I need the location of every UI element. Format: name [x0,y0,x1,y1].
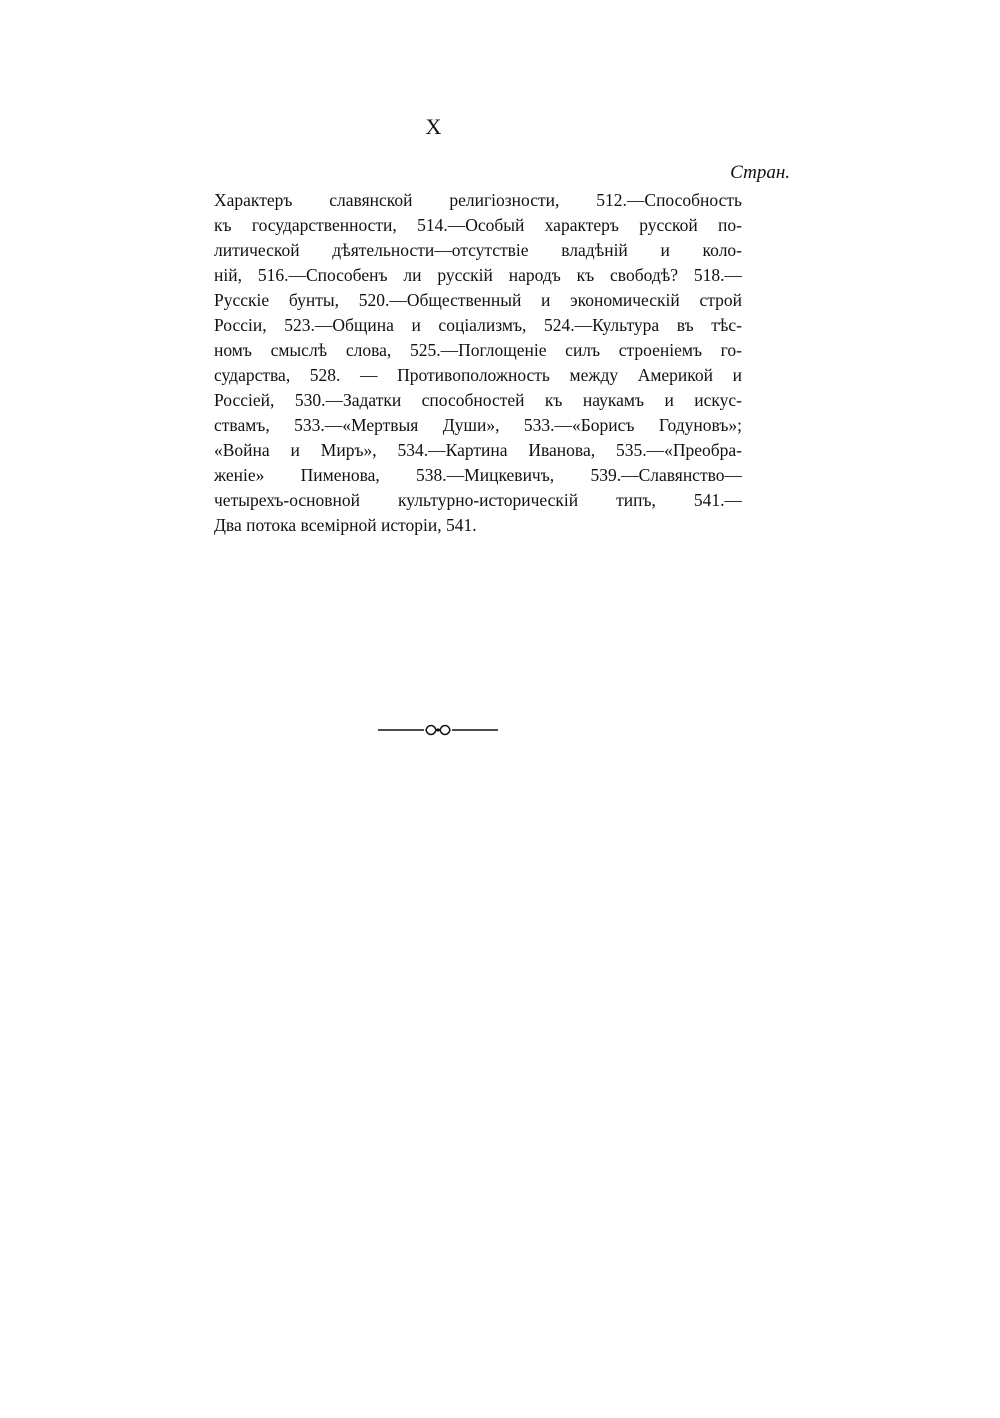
toc-line: литической дѣятельности—отсутствіе владѣній и коло- [214,240,742,260]
toc-line: номъ смыслѣ слова, 525.—Поглощеніе силъ строеніемъ го- [214,340,742,360]
toc-line: Россіи, 523.—Община и соціализмъ, 524.—Культура въ тѣс- [214,315,742,335]
toc-line: Русскіе бунты, 520.—Общественный и экономическій строй [214,290,742,310]
column-label: Стран. [730,162,790,183]
toc-line: къ государственности, 514.—Особый характеръ русской по- [214,215,742,235]
toc-line: ствамъ, 533.—«Мертвыя Души», 533.—«Борисъ Годуновъ»; [214,415,742,435]
toc-line: Характеръ славянской религіозности, 512.—Способность [214,190,742,210]
toc-line: четырехъ-основной культурно-историческій типъ, 541.— [214,490,742,510]
toc-line: «Война и Миръ», 534.—Картина Иванова, 535.—«Преобра- [214,440,742,460]
page-number: X [425,114,443,139]
toc-line: ній, 516.—Способенъ ли русскій народъ къ свободѣ? 518.— [214,265,742,285]
rule-ornament-icon [378,720,498,740]
toc-line: Россіей, 530.—Задатки способностей къ наукамъ и искус- [214,390,742,410]
toc-line: женіе» Пименова, 538.—Мицкевичъ, 539.—Славянство— [214,465,742,485]
toc-line: сударства, 528. — Противоположность между Америкой и [214,365,742,385]
table-of-contents-entry [214,188,742,538]
toc-line: Два потока всемірной исторіи, 541. [214,515,477,535]
